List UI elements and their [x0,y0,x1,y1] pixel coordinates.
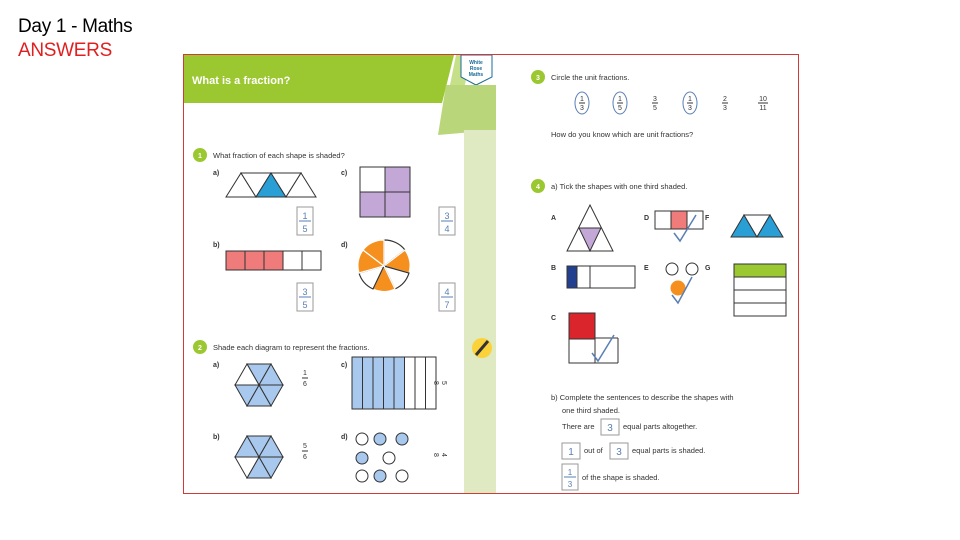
q2a-numerator: 1 [303,370,307,377]
q4-label-g: G [705,265,711,272]
q4-shape-b [567,266,635,288]
q4-prompt-a: a) Tick the shapes with one third shaded. [551,182,688,191]
q2b-hexagon [235,436,283,478]
q4-shape-e [666,263,698,303]
q4-shape-c [569,313,618,363]
q2b-denominator: 6 [303,454,307,461]
q3-followup: How do you know which are unit fractions? [551,130,694,139]
q4-label-d: D [644,215,650,222]
q4-s2-post: equal parts is shaded. [632,446,706,455]
q3-fractions [575,92,768,114]
q2d-circles [356,433,408,482]
svg-text:3: 3 [444,211,450,221]
svg-text:5: 5 [618,105,622,112]
q4-s2-mid: out of [584,446,603,455]
pencil-icon [472,338,492,358]
svg-text:11: 11 [759,105,767,112]
svg-text:7: 7 [444,300,450,310]
spine-top [438,85,496,135]
svg-text:1: 1 [302,211,308,221]
svg-text:1: 1 [688,96,692,103]
q4-label-f: F [705,215,710,222]
svg-text:5: 5 [302,224,308,234]
spine [464,130,496,494]
q2c-numerator: 5 [440,381,447,385]
q4-shape-a [567,205,613,251]
q2c-label: c) [341,362,348,369]
q4-shape-f [731,215,783,237]
svg-text:1: 1 [618,96,622,103]
worksheet-heading: What is a fraction? [192,75,291,87]
q1c-answer [439,207,455,235]
svg-text:Rose: Rose [469,66,483,72]
worksheet-canvas [184,55,799,494]
q4-s3-fraction-box [562,464,578,490]
svg-text:5: 5 [302,300,308,310]
svg-text:1: 1 [580,96,584,103]
q1d-answer [439,283,455,311]
q2-prompt: Shade each diagram to represent the fractions. [213,343,370,352]
svg-text:4: 4 [444,287,450,297]
q3-prompt: Circle the unit fractions. [551,73,630,82]
svg-text:3: 3 [580,105,584,112]
svg-text:3: 3 [567,480,573,489]
q1a-label: a) [213,170,220,177]
q4-s2-answer1: 1 [568,447,574,458]
svg-text:3: 3 [723,105,727,112]
q4-s1-answer: 3 [607,423,613,434]
svg-text:3: 3 [302,287,308,297]
q2a-denominator: 6 [303,381,307,388]
q4-shape-d [655,211,703,241]
svg-text:Maths: Maths [468,72,484,78]
q2d-label: d) [341,434,348,441]
q4-label-c: C [551,315,557,322]
q4-prompt-b-line2: one third shaded. [562,406,620,415]
q4-s3-post: of the shape is shaded. [582,473,660,482]
q2b-numerator: 5 [303,443,307,450]
svg-text:White: White [469,60,483,66]
q1a-triangle-strip [226,173,316,197]
slide-subtitle: ANSWERS [18,40,112,61]
slide-title: Day 1 - Maths [18,16,133,37]
svg-text:10: 10 [759,96,767,103]
svg-text:3: 3 [653,96,657,103]
q4-s2-answer2: 3 [616,447,622,458]
q2b-label: b) [213,434,220,441]
q1-prompt: What fraction of each shape is shaded? [213,151,345,160]
q4-label-b: B [551,265,557,272]
q4-s1-pre: There are [562,422,595,431]
q1b-label: b) [213,242,220,249]
q4-label-a: A [551,215,557,222]
q4-prompt-b-line1: b) Complete the sentences to describe the shapes with [551,393,734,402]
q1c-label: c) [341,170,348,177]
q1a-answer [297,207,313,235]
q2d-denominator: 8 [432,453,439,457]
svg-text:1: 1 [567,468,573,477]
q3-number: 3 [536,75,540,82]
svg-text:2: 2 [723,96,727,103]
q2c-denominator: 8 [432,381,439,385]
q1b-bar [226,251,321,270]
q1-number: 1 [198,153,202,160]
q4-label-e: E [644,265,649,272]
q1d-label: d) [341,242,348,249]
q2a-label: a) [213,362,220,369]
q2a-hexagon [235,364,283,406]
svg-text:5: 5 [653,105,657,112]
q4-s1-post: equal parts altogether. [623,422,698,431]
q4-shape-g [734,264,786,316]
q2-number: 2 [198,345,202,352]
q1c-square-grid [360,167,410,217]
q2d-numerator: 4 [440,453,447,457]
q1b-answer [297,283,313,311]
q1d-circle [358,240,410,291]
worksheet [183,54,799,494]
svg-text:4: 4 [444,224,450,234]
svg-text:3: 3 [688,105,692,112]
q2c-strip-rectangle [352,357,436,409]
q4-number: 4 [536,184,540,191]
